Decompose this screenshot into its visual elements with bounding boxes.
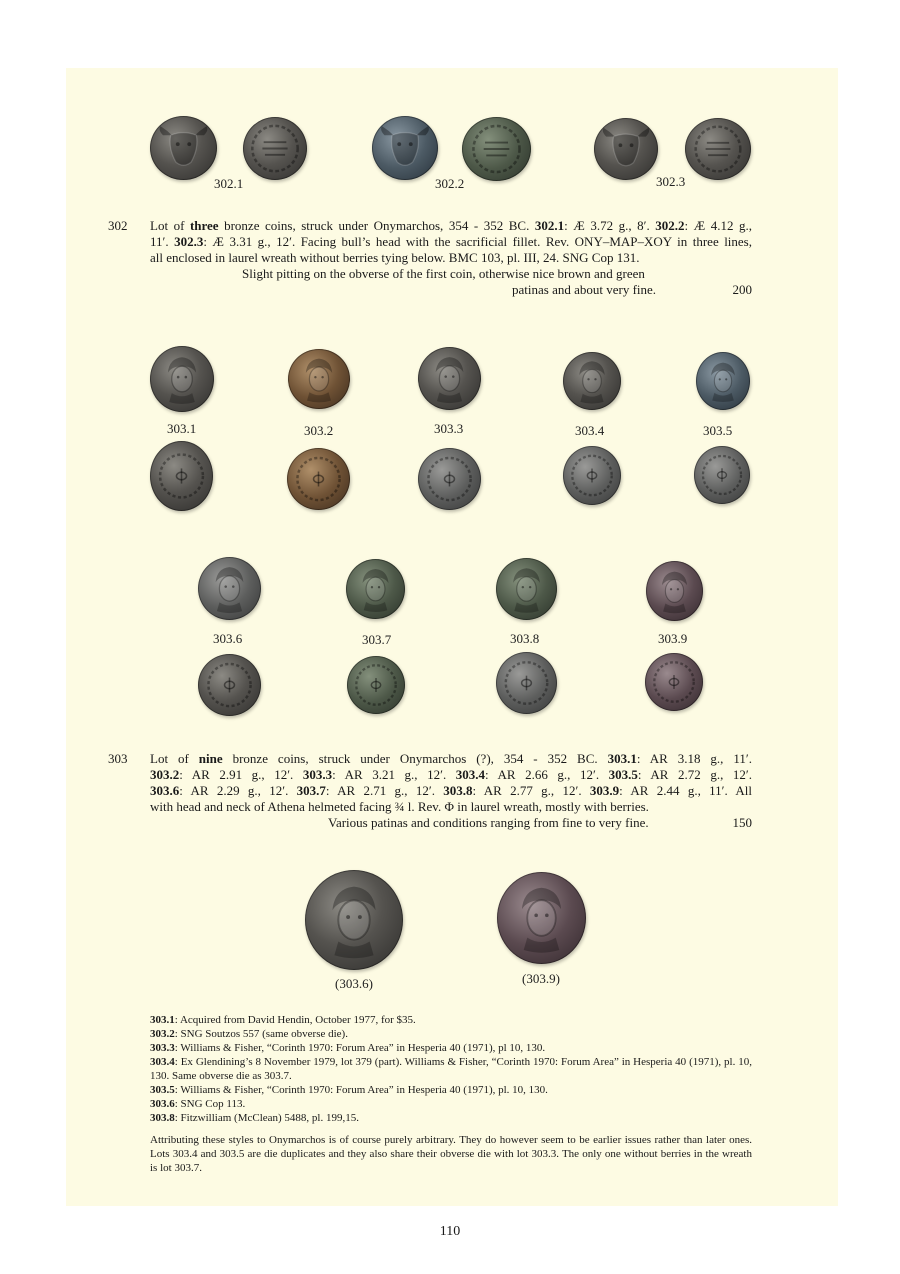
- page-number: 110: [439, 1224, 461, 1239]
- athena-head-icon: [150, 346, 214, 412]
- phi-wreath-icon: [287, 448, 350, 510]
- coin-303-2-obverse: [288, 349, 350, 409]
- lot-number: 303: [108, 751, 128, 766]
- phi-wreath-icon: [496, 652, 557, 714]
- coin-label: 303.7: [362, 632, 392, 647]
- coin-303-6-reverse: [198, 654, 261, 716]
- phi-wreath-icon: [694, 446, 750, 504]
- coin-303-1-reverse: [150, 441, 213, 511]
- estimate: 150: [732, 815, 752, 830]
- coin-label: 303.5: [703, 423, 733, 438]
- commentary: Attributing these styles to Onymarchos is of course purely arbitrary. They do however seem to be earlier issues rather than later ones. Lots 303.4 and 303.5 are die duplicates and they also share their obverse die with lot 303.3. The only one without berries in the wreath is lot 303.7.: [150, 1134, 752, 1174]
- coin-303-7-obverse: [346, 559, 405, 619]
- lot-303-description: Lot of nine bronze coins, struck under Onymarchos (?), 354 - 352 BC. 303.1: AR 3.18 g., 11′. 303.2: AR 2.91 g., 12′. 303.3: AR 3.21 g., 12′. 303.4: AR 2.66 g., 12′. 303.5: AR 2.72 g., 12′. 303.6: AR 2.29 g., 12′. 303.7: AR 2.71 g., 12′. 303.8: AR 2.77 g., 12′. 303.9: AR 2.44 g., 11′. All with head and neck of Athena helmeted facing ¾ l. Rev. Φ in laurel wreath, mostly with berries.: [150, 751, 752, 814]
- wreath-inscription-icon: [462, 117, 531, 181]
- wreath-inscription-icon: [243, 117, 307, 180]
- coin-label: 303.8: [510, 631, 540, 646]
- athena-head-icon: [646, 561, 703, 621]
- note-line: 303.5: Williams & Fisher, “Corinth 1970: Forum Area” in Hesperia 40 (1971), pl. 10, 130.: [150, 1084, 548, 1096]
- note-line: 303.3: Williams & Fisher, “Corinth 1970: Forum Area” in Hesperia 40 (1971), pl 10, 130.: [150, 1042, 546, 1054]
- condition-text: Slight pitting on the obverse of the first coin, otherwise nice brown and green: [242, 266, 645, 281]
- coin-303-3-reverse: [418, 448, 481, 510]
- coin-303-1-obverse: [150, 346, 214, 412]
- coin-302-2-obverse: [372, 116, 438, 180]
- coin-302-2-reverse: [462, 117, 531, 181]
- coin-label: 303.1: [167, 421, 197, 436]
- coin-303-5-reverse: [694, 446, 750, 504]
- note-line: 303.4: Ex Glendining’s 8 November 1979, lot 379 (part). Williams & Fisher, “Corinth 1970: Forum Area” in Hesperia 40 (1971), pl. 10, 130. Same obverse die as 303.7.: [150, 1056, 752, 1082]
- coin-303-6-obverse: [198, 557, 261, 620]
- bull-head-icon: [150, 116, 217, 180]
- note-line: 303.8: Fitzwilliam (McClean) 5488, pl. 199,15.: [150, 1112, 359, 1124]
- condition-text: patinas and about very fine.: [512, 282, 657, 297]
- coin-label: 303.6: [213, 631, 243, 646]
- coin-label: 302.2: [435, 176, 465, 191]
- athena-head-icon: [305, 870, 403, 970]
- coin-label: 303.4: [575, 423, 605, 438]
- athena-head-icon: [346, 559, 405, 619]
- athena-head-icon: [288, 349, 350, 409]
- coin-303-5-obverse: [696, 352, 750, 410]
- phi-wreath-icon: [150, 441, 213, 511]
- enlarged-coin-303-9: [497, 872, 586, 964]
- coin-303-4-reverse: [563, 446, 621, 505]
- coin-label: 302.1: [214, 176, 244, 191]
- athena-head-icon: [198, 557, 261, 620]
- coin-303-7-reverse: [347, 656, 405, 714]
- coin-303-4-obverse: [563, 352, 621, 410]
- phi-wreath-icon: [645, 653, 703, 711]
- coin-label: 303.2: [304, 423, 334, 438]
- estimate: 200: [732, 282, 752, 297]
- phi-wreath-icon: [418, 448, 481, 510]
- note-line: 303.2: SNG Soutzos 557 (same obverse die).: [150, 1028, 348, 1040]
- coin-label: 303.9: [658, 631, 688, 646]
- coin-label: 302.3: [656, 174, 686, 189]
- athena-head-icon: [497, 872, 586, 964]
- coin-302-1-obverse: [150, 116, 217, 180]
- coin-303-8-reverse: [496, 652, 557, 714]
- coin-303-9-obverse: [646, 561, 703, 621]
- coin-303-2-reverse: [287, 448, 350, 510]
- note-line: 303.6: SNG Cop 113.: [150, 1098, 246, 1110]
- phi-wreath-icon: [347, 656, 405, 714]
- bull-head-icon: [372, 116, 438, 180]
- coin-label: 303.3: [434, 421, 464, 436]
- bull-head-icon: [594, 118, 658, 180]
- phi-wreath-icon: [563, 446, 621, 505]
- wreath-inscription-icon: [685, 118, 751, 180]
- condition-text: Various patinas and conditions ranging from fine to very fine.: [328, 815, 649, 830]
- athena-head-icon: [696, 352, 750, 410]
- coin-303-9-reverse: [645, 653, 703, 711]
- enlarged-coin-label: (303.6): [335, 976, 373, 991]
- enlarged-coin-label: (303.9): [522, 971, 560, 986]
- lot-number: 302: [108, 218, 128, 233]
- coin-302-3-reverse: [685, 118, 751, 180]
- athena-head-icon: [563, 352, 621, 410]
- athena-head-icon: [418, 347, 481, 410]
- coin-303-8-obverse: [496, 558, 557, 620]
- athena-head-icon: [496, 558, 557, 620]
- lot-302-description: Lot of three bronze coins, struck under Onymarchos, 354 - 352 BC. 302.1: Æ 3.72 g., 8′. 302.2: Æ 4.12 g., 11′. 302.3: Æ 3.31 g., 12′. Facing bull’s head with the sacrificial fillet. Rev. ONY–MAP–XOY in three lines, all enclosed in laurel wreath without berries tying below. BMC 103, pl. III, 24. SNG Cop 131.: [150, 218, 752, 265]
- enlarged-coin-303-6: [305, 870, 403, 970]
- phi-wreath-icon: [198, 654, 261, 716]
- provenance-notes: [150, 1013, 752, 1175]
- coin-302-3-obverse: [594, 118, 658, 180]
- coin-303-3-obverse: [418, 347, 481, 410]
- note-line: 303.1: Acquired from David Hendin, October 1977, for $35.: [150, 1014, 416, 1026]
- coin-302-1-reverse: [243, 117, 307, 180]
